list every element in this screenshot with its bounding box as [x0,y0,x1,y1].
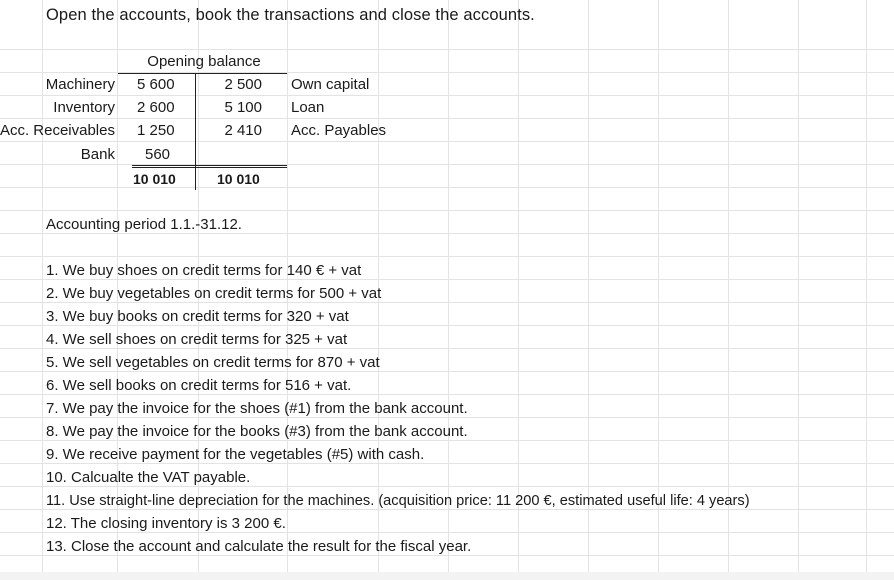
transaction-item: 8. We pay the invoice for the books (#3) from the bank account. [46,423,468,440]
transaction-item: 13. Close the account and calculate the result for the fiscal year. [46,538,472,555]
balance-row-label-left: Inventory [53,99,115,116]
t-account-top-rule [118,73,287,74]
transaction-item: 2. We buy vegetables on credit terms for 500 + vat [46,285,382,302]
t-account-center-rule [195,73,196,190]
balance-row-value-right: 5 100 [224,99,262,116]
transaction-item: 5. We sell vegetables on credit terms for 870 + vat [46,354,380,371]
opening-balance-heading: Opening balance [147,53,261,70]
balance-row-label-right: Loan [291,99,325,116]
total-right: 10 010 [217,171,260,187]
transaction-item: 1. We buy shoes on credit terms for 140 € + vat [46,262,362,279]
accounting-period: Accounting period 1.1.-31.12. [46,216,242,233]
sheet-title: Open the accounts, book the transactions and close the accounts. [46,6,535,24]
transaction-item: 6. We sell books on credit terms for 516 + vat. [46,377,352,394]
balance-row-value-left: 560 [145,146,171,163]
balance-row-label-left: Bank [80,146,115,163]
transaction-item: 12. The closing inventory is 3 200 €. [46,515,286,532]
total-double-rule [132,165,287,166]
balance-row-label-left: Acc. Receivables [0,122,115,139]
balance-row-value-right: 2 410 [224,122,262,139]
transaction-item: 7. We pay the invoice for the shoes (#1) from the bank account. [46,400,468,417]
transaction-item: 11. Use straight-line depreciation for the machines. (acquisition price: 11 200 €, estimated useful life: 4 years) [46,493,750,509]
balance-row-value-right: 2 500 [224,76,262,93]
total-double-rule [132,167,287,168]
balance-row-value-left: 1 250 [137,122,175,139]
balance-row-label-right: Own capital [291,76,370,93]
transaction-item: 10. Calcualte the VAT payable. [46,469,251,486]
transaction-item: 4. We sell shoes on credit terms for 325 + vat [46,331,348,348]
total-left: 10 010 [133,171,176,187]
transaction-item: 9. We receive payment for the vegetables (#5) with cash. [46,446,425,463]
balance-row-label-right: Acc. Payables [291,122,387,139]
balance-row-value-left: 2 600 [137,99,175,116]
balance-row-label-left: Machinery [45,76,115,93]
balance-row-value-left: 5 600 [137,76,175,93]
transaction-item: 3. We buy books on credit terms for 320 + vat [46,308,349,325]
